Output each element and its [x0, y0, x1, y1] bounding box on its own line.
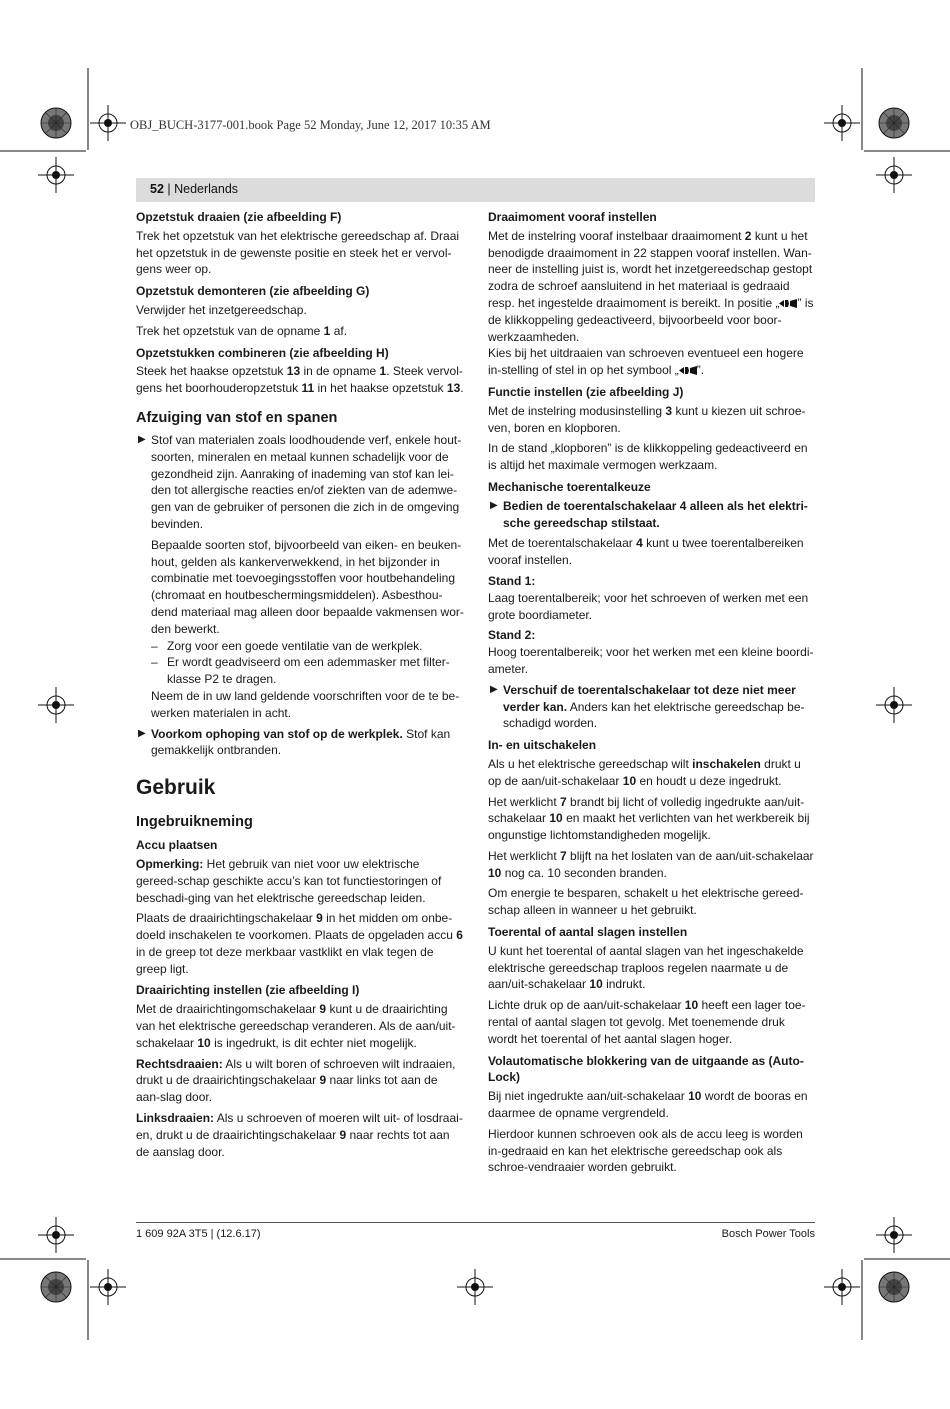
paragraph: Stof van materialen zoals loodhoudende verf, enkele hout-soorten, mineralen en metaal kunnen schadelijk voor de gezondheid zijn. Aanraking of inademing van stof kan lei-den tot allergische reacties en/of ziekten van de ademwe-gen van de gebruiker of personen die zich in de omgeving bevinden. [151, 432, 462, 531]
left-column [136, 209, 464, 1164]
paragraph: Met de toerentalschakelaar 4 kunt u twee toerentalbereiken vooraf instellen. [488, 536, 804, 568]
paragraph: Laag toerentalbereik; voor het schroeven of werken met een grote boordiameter. [488, 590, 809, 622]
paragraph: Bij niet ingedrukte aan/uit-schakelaar 10 wordt de booras en daarmee de opname vergrendeld. [488, 1089, 808, 1121]
paragraph: U kunt het toerental of aantal slagen van het ingeschakelde elektrische gereedschap traploos regelen naarmate u de aan/uit-schakelaar 10 indrukt. [488, 943, 804, 992]
page-header-label [150, 182, 238, 196]
paragraph: Hoog toerentalbereik; voor het werken met een kleine boordi-ameter. [488, 645, 814, 676]
paragraph: Steek het haakse opzetstuk 13 in de opname 1. Steek vervol-gens het boorhouderopzetstuk 11 in het haakse opzetstuk 13. [136, 364, 464, 396]
section-title: Toerental of aantal slagen instellen [488, 925, 688, 940]
header-separator: | [163, 182, 175, 196]
triangle-right-icon: ▶ [138, 727, 146, 739]
right-column [488, 209, 816, 1180]
paragraph: Kies bij het uitdraaien van schroeven eventueel een hogere in-stelling of stel in op het symbool „ ”. [488, 346, 804, 378]
header-language: Nederlands [174, 182, 239, 196]
paragraph: Het werklicht 7 blijft na het loslaten van de aan/uit-schakelaar 10 nog ca. 10 seconden branden. [488, 848, 814, 880]
footer-brand: Bosch Power Tools [721, 1228, 815, 1240]
paragraph: Opmerking: Het gebruik van niet voor uw elektrische gereed-schap geschikte accu’s kan tot functiestoringen of beschadi-ging van het elektrische gereedschap leiden. [136, 856, 442, 905]
section-title: Opzetstuk draaien (zie afbeelding F) [136, 210, 342, 224]
paragraph: Trek het opzetstuk van de opname 1 af. [136, 323, 348, 338]
paragraph: Met de draairichtingomschakelaar 9 kunt u de draairichting van het elektrische gereedschap veranderen. Als de aan/uit-schakelaar 10 is ingedrukt, is dit echter niet mogelijk. [136, 1002, 456, 1050]
warning-item: ▶ Verschuif de toerentalschakelaar tot deze niet meer verder kan. Anders kan het elektrische gereedschap be-schadigd worden. [490, 682, 805, 731]
chapter-title: Gebruik [136, 776, 216, 800]
paragraph: Met de instelring modusinstelling 3 kunt u kiezen uit schroe-ven, boren en klopboren. [488, 403, 806, 435]
page-number: 52 [150, 182, 164, 196]
stand-label: Stand 2: [488, 628, 536, 643]
list-item: – Er wordt geadviseerd om een ademmasker met filter-klasse P2 te dragen. [151, 655, 450, 687]
paragraph: Met de instelring vooraf instelbaar draaimoment 2 kunt u het benodigde draaimoment in 22 stappen vooraf instellen. Wan-neer de instelling juist is, wordt het inzetgereedschap gestopt zodra de schroef aansluitend in het materiaal is gedraaid resp. het ingestelde draaimoment is bereikt. In positie „ ” is de klikkoppeling gedeactiveerd, bijvoorbeeld voor boor-werkzaamheden. [488, 228, 814, 344]
paragraph: Het werklicht 7 brandt bij licht of volledig ingedrukte aan/uit-schakelaar 10 en maakt het verlichten van het werkbereik bij ongunstige lichtomstandigheden mogelijk. [488, 794, 810, 843]
section-title: Functie instellen (zie afbeelding J) [488, 384, 684, 399]
subsection-title: Afzuiging van stof en spanen [136, 409, 338, 426]
warning-item [136, 432, 464, 533]
print-header: OBJ_BUCH-3177-001.book Page 52 Monday, June 12, 2017 10:35 AM [130, 118, 491, 132]
paragraph: Plaats de draairichtingschakelaar 9 in het midden om onbe-doeld inschakelen te voorkomen. Plaats de opgeladen accu 6 in de greep tot deze merkbaar vastklikt en vlak tegen de greep ligt. [136, 911, 463, 976]
paragraph: Linksdraaien: Als u schroeven of moeren wilt uit- of losdraai-en, drukt u de draairichtingschakelaar 9 naar rechts tot aan de aanslag door. [136, 1111, 463, 1159]
page-header-bar [136, 178, 815, 202]
paragraph: Trek het opzetstuk van het elektrische gereedschap af. Draai het opzetstuk in de gewenste positie en steek het er vervol-gens weer op. [136, 228, 460, 277]
drill-icon [679, 366, 697, 375]
paragraph: Neem de in uw land geldende voorschriften voor de te be-werken materialen in acht. [151, 688, 460, 720]
paragraph: Rechtsdraaien: Als u wilt boren of schroeven wilt indraaien, drukt u de draairichtingschakelaar 9 naar links tot aan de aan-slag door. [136, 1056, 456, 1105]
section-title: In- en uitschakelen [488, 738, 597, 753]
drill-icon [779, 299, 797, 308]
section-title: Opzetstukken combineren (zie afbeelding H) [136, 345, 389, 360]
section-title: Accu plaatsen [136, 838, 218, 853]
section-title: Draairichting instellen (zie afbeelding I) [136, 983, 360, 998]
section-title: Opzetstuk demonteren (zie afbeelding G) [136, 284, 370, 299]
section-title: Volautomatische blokkering van de uitgaande as (Auto-Lock) [488, 1053, 804, 1085]
paragraph: Verwijder het inzetgereedschap. [136, 302, 307, 317]
paragraph: Hierdoor kunnen schroeven ook als de accu leeg is worden in-gedraaid en kan het elektrische gereedschap ook als schroe-vendraaier worden gebruikt. [488, 1126, 803, 1175]
section-title: Mechanische toerentalkeuze [488, 479, 651, 494]
triangle-right-icon: ▶ [490, 683, 498, 695]
paragraph: In de stand „klopboren” is de klikkoppeling gedeactiveerd en is altijd het maximale vermogen werkzaam. [488, 441, 808, 473]
stand-label: Stand 1: [488, 573, 536, 588]
footer-divider [136, 1222, 815, 1223]
warning-item: ▶ Voorkom ophoping van stof op de werkplek. Stof kan gemakkelijk ontbranden. [138, 726, 451, 758]
paragraph: Bepaalde soorten stof, bijvoorbeeld van eiken- en beuken-hout, gelden als kankerverwekkend, in het bijzonder in combinatie met toevoegingsstoffen voor houtbehandeling (chromaat en houtbeschermingsmiddelen). Asbesthou-dend materiaal mag alleen door bepaalde vakmensen wor-den bewerkt. [151, 537, 464, 636]
paragraph: Als u het elektrische gereedschap wilt inschakelen drukt u op de aan/uit-schakelaar 10 en houdt u deze ingedrukt. [488, 756, 801, 788]
subsection-title: Ingebruikneming [136, 814, 253, 831]
paragraph: Om energie te besparen, schakelt u het elektrische gereed-schap alleen in wanneer u het gebruikt. [488, 886, 804, 918]
footer-document-code: 1 609 92A 3T5 | (12.6.17) [136, 1228, 261, 1240]
triangle-right-icon: ▶ [138, 433, 146, 445]
list-item: – Zorg voor een goede ventilatie van de werkplek. [151, 638, 423, 653]
warning-item: ▶ Bedien de toerentalschakelaar 4 alleen als het elektri-sche gereedschap stilstaat. [490, 498, 808, 530]
section-title: Draaimoment vooraf instellen [488, 210, 657, 224]
paragraph: Lichte druk op de aan/uit-schakelaar 10 heeft een lager toe-rental of aantal slagen tot gevolg. Met toenemende druk wordt het toerental of het aantal slagen hoger. [488, 998, 806, 1046]
triangle-right-icon: ▶ [490, 499, 498, 511]
